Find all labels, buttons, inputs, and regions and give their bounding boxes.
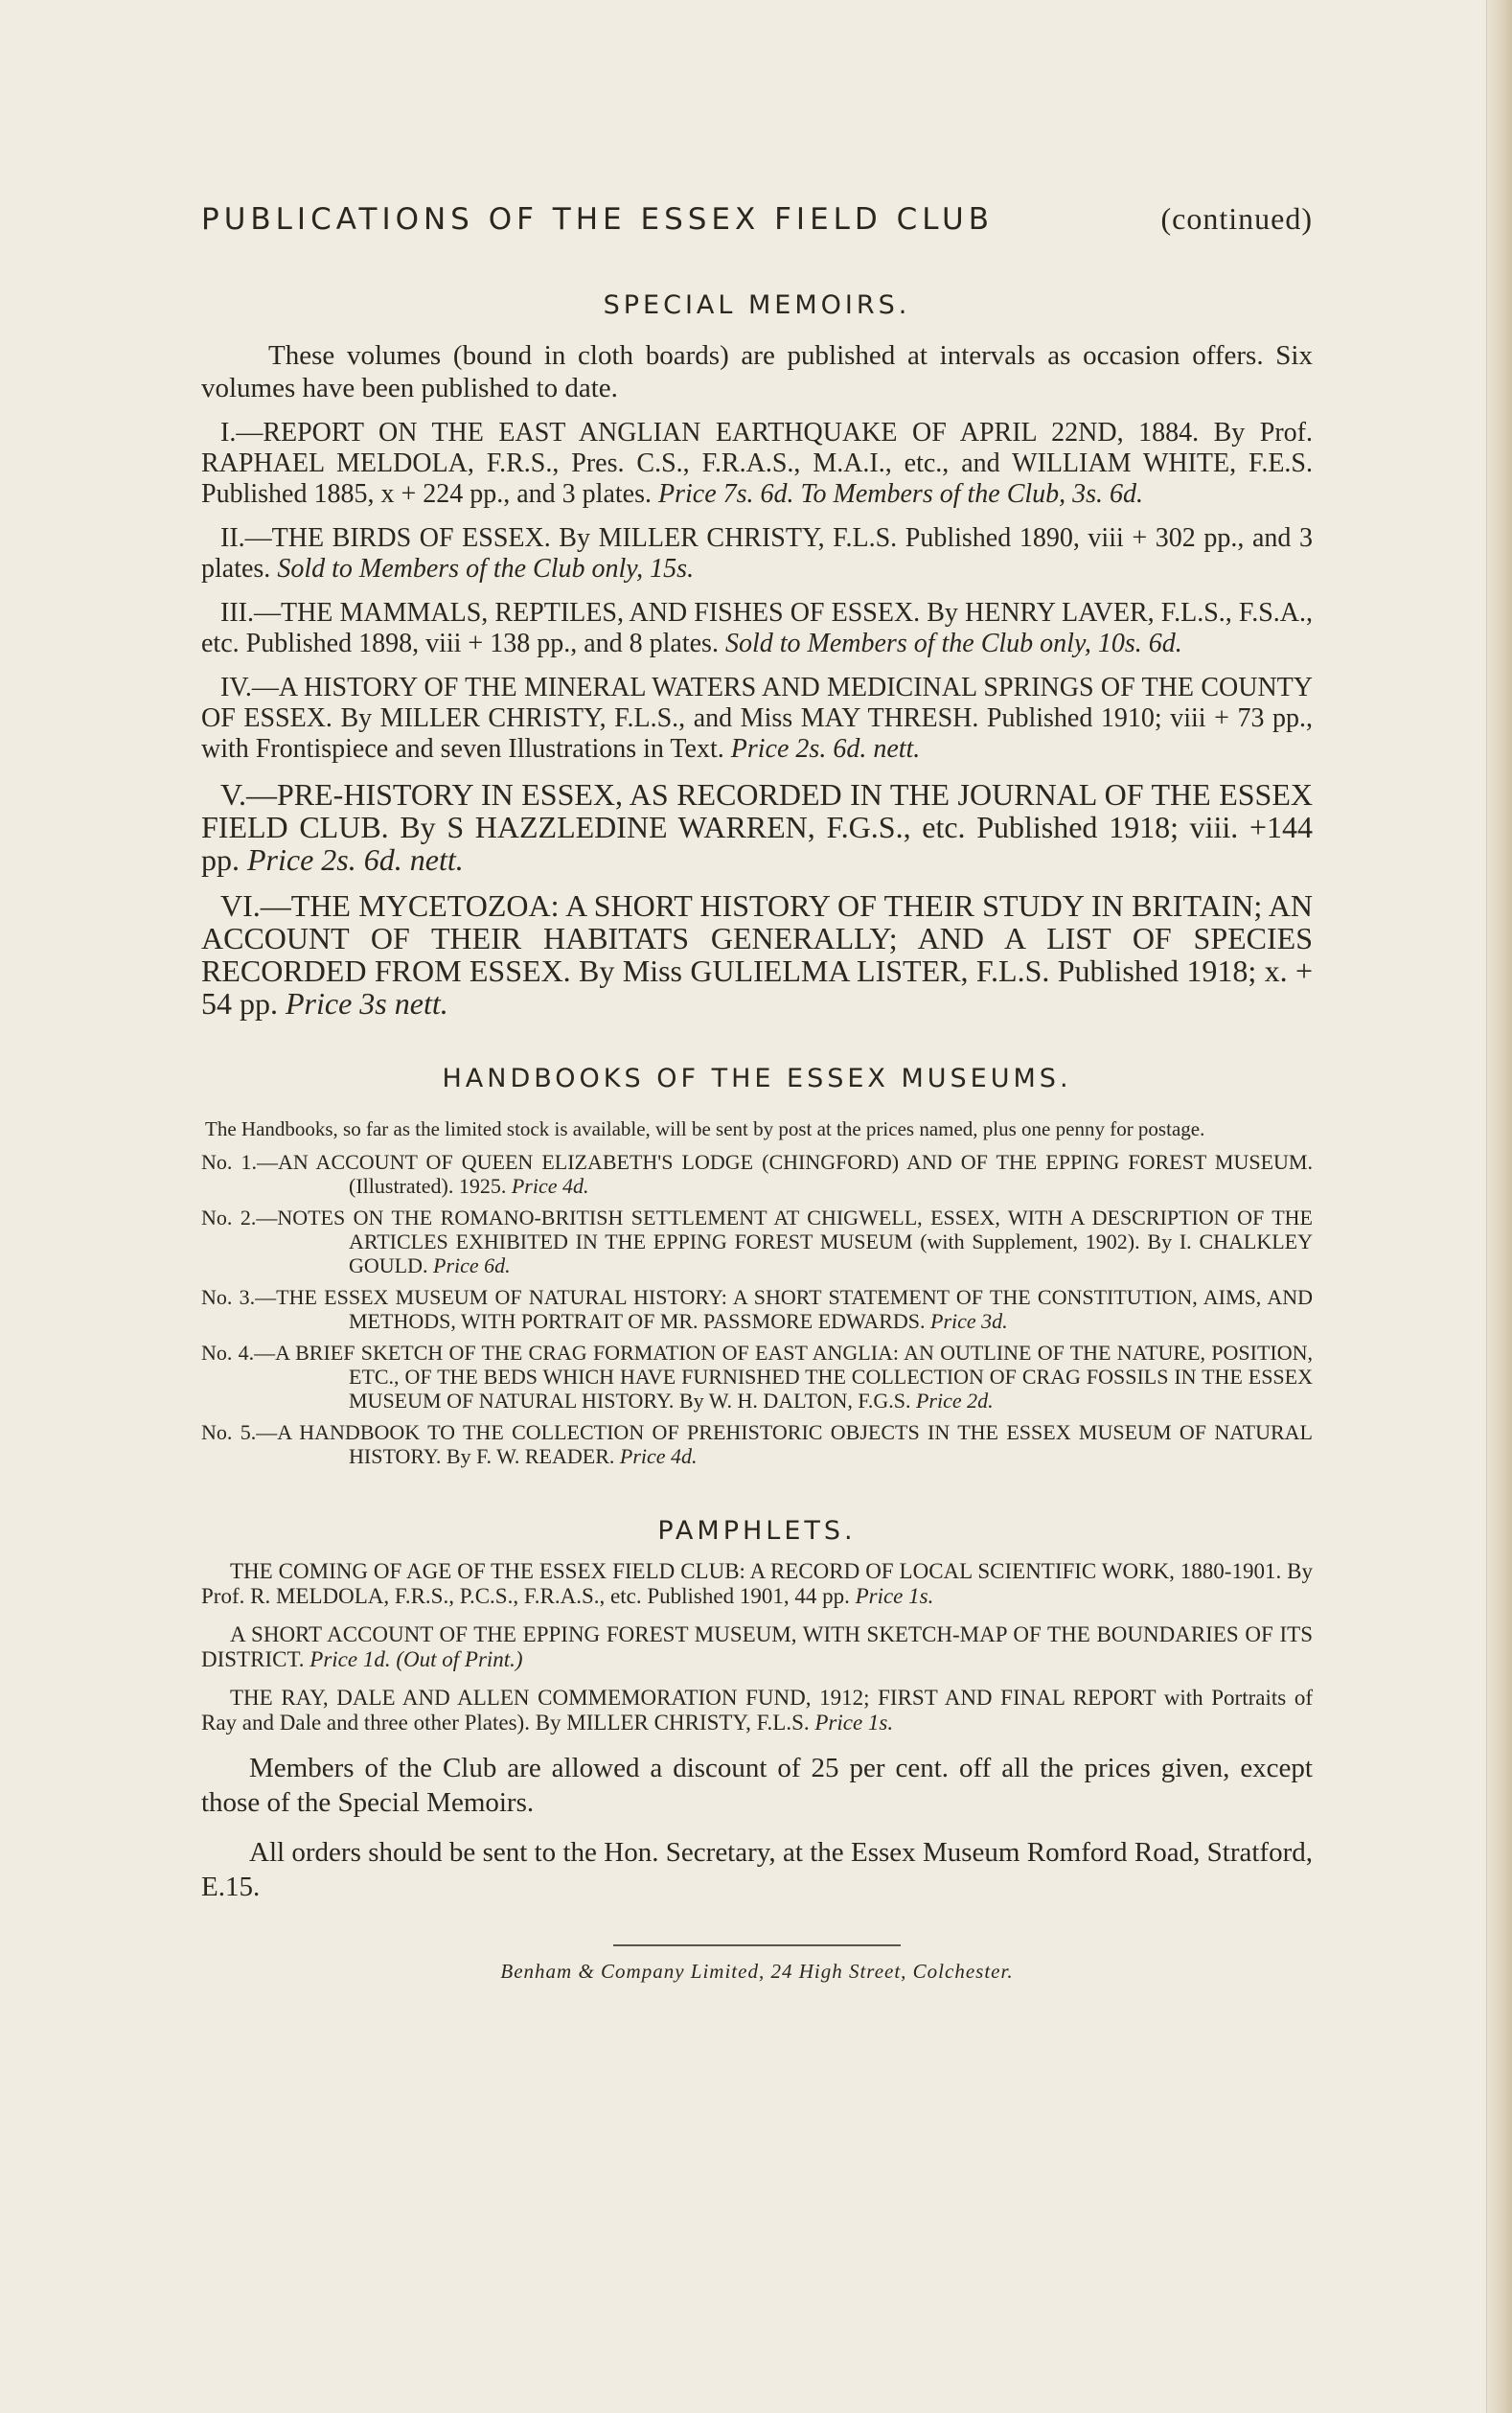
pamphlet-item — [201, 1686, 1313, 1735]
memoir-price: Sold to Members of the Club only, 15s. — [277, 554, 695, 584]
handbook-text: No. 1.—AN ACCOUNT OF QUEEN ELIZABETH'S LODGE (CHINGFORD) AND OF THE EPPING FOREST MUSEUM. (Illustrated). 1925. — [201, 1150, 1313, 1198]
handbook-item — [201, 1206, 1313, 1277]
memoir-price: Price 7s. 6d. To Members of the Club, 3s. 6d. — [657, 479, 1144, 509]
pamphlet-price: Price 1s. — [855, 1584, 934, 1608]
memoir-text: II.—THE BIRDS OF ESSEX. By MILLER CHRISTY, F.L.S. Published 1890, viii + 302 pp., and 3 plates. — [201, 523, 1313, 584]
handbook-item — [201, 1285, 1313, 1333]
memoir-price: Price 2s. 6d. nett. — [247, 842, 464, 877]
memoir-price: Sold to Members of the Club only, 10s. 6d. — [724, 629, 1182, 658]
handbook-text: No. 2.—NOTES ON THE ROMANO-BRITISH SETTLEMENT AT CHIGWELL, ESSEX, WITH A DESCRIPTION OF THE ARTICLES EXHIBITED IN THE EPPING FOREST MUSEUM (with Supplement, 1902). By I. CHALKLEY GOULD. — [201, 1206, 1313, 1277]
memoir-text: III.—THE MAMMALS, REPTILES, AND FISHES OF ESSEX. By HENRY LAVER, F.L.S., F.S.A., etc. Published 1898, viii + 138 pp., and 8 plates. — [201, 598, 1313, 658]
handbook-price: Price 3d. — [930, 1309, 1008, 1333]
memoir-item — [201, 889, 1313, 1020]
handbook-text: No. 5.—A HANDBOOK TO THE COLLECTION OF PREHISTORIC OBJECTS IN THE ESSEX MUSEUM OF NATURAL HISTORY. By F. W. READER. — [201, 1420, 1313, 1468]
memoir-text: V.—PRE-HISTORY IN ESSEX, AS RECORDED IN THE JOURNAL OF THE ESSEX FIELD CLUB. By S HAZZLEDINE WARREN, F.G.S., etc. Published 1918; viii. +144 pp. — [201, 777, 1313, 877]
content — [201, 201, 1313, 1984]
divider — [613, 1944, 901, 1946]
memoir-price: Price 2s. 6d. nett. — [730, 734, 921, 764]
pamphlet-text: THE RAY, DALE AND ALLEN COMMEMORATION FUND, 1912; FIRST AND FINAL REPORT with Portraits of Ray and Dale and three other Plates). By MILLER CHRISTY, F.L.S. — [201, 1686, 1313, 1735]
memoir-price: Price 3s nett. — [286, 986, 448, 1021]
pamphlet-price: Price 1s. — [814, 1711, 894, 1735]
orders-note: All orders should be sent to the Hon. Secretary, at the Essex Museum Romford Road, Stratford, E.15. — [201, 1837, 1313, 1902]
handbook-text: No. 3.—THE ESSEX MUSEUM OF NATURAL HISTORY: A SHORT STATEMENT OF THE CONSTITUTION, AIMS, AND METHODS, WITH PORTRAIT OF MR. PASSMORE EDWARDS. — [201, 1285, 1313, 1333]
handbook-price: Price 6d. — [433, 1253, 511, 1277]
handbook-item — [201, 1341, 1313, 1413]
header-continued: (continued) — [1160, 201, 1313, 236]
memoir-item — [201, 418, 1313, 510]
memoir-text: IV.—A HISTORY OF THE MINERAL WATERS AND MEDICINAL SPRINGS OF THE COUNTY OF ESSEX. By MILLER CHRISTY, F.L.S., and Miss MAY THRESH. Published 1910; viii + 73 pp., with Frontispiece and seven Illustrations in Text. — [201, 673, 1313, 764]
printer-imprint: Benham & Company Limited, 24 High Street, Colchester. — [500, 1960, 1014, 1983]
pamphlet-text: THE COMING OF AGE OF THE ESSEX FIELD CLUB: A RECORD OF LOCAL SCIENTIFIC WORK, 1880-1901. By Prof. R. MELDOLA, F.R.S., P.C.S., F.R.A.S., etc. Published 1901, 44 pp. — [201, 1559, 1313, 1608]
special-memoirs-title: SPECIAL MEMOIRS. — [603, 290, 911, 320]
handbook-text: No. 4.—A BRIEF SKETCH OF THE CRAG FORMATION OF EAST ANGLIA: AN OUTLINE OF THE NATURE, POSITION, ETC., OF THE BEDS WHICH HAVE FURNISHED THE COLLECTION OF CRAG FOSSILS IN THE ESSEX MUSEUM OF NATURAL HISTORY. By W. H. DALTON, F.G.S. — [201, 1341, 1313, 1413]
memoir-item — [201, 778, 1313, 876]
memoir-item — [201, 523, 1313, 585]
handbook-item — [201, 1150, 1313, 1198]
pamphlet-price: Price 1d. (Out of Print.) — [309, 1647, 523, 1671]
handbook-price: Price 4d. — [511, 1174, 589, 1198]
handbook-item — [201, 1420, 1313, 1468]
handbooks-title: HANDBOOKS OF THE ESSEX MUSEUMS. — [442, 1064, 1072, 1093]
discount-note: Members of the Club are allowed a discount of 25 per cent. off all the prices given, except those of the Special Memoirs. — [201, 1753, 1313, 1818]
memoir-item — [201, 673, 1313, 765]
handbook-price: Price 4d. — [619, 1444, 698, 1468]
pamphlet-text: A SHORT ACCOUNT OF THE EPPING FOREST MUSEUM, WITH SKETCH-MAP OF THE BOUNDARIES OF ITS DISTRICT. — [201, 1622, 1313, 1671]
page-edge — [1486, 0, 1512, 2413]
header-title: PUBLICATIONS OF THE ESSEX FIELD CLUB — [201, 202, 994, 237]
special-memoirs-intro: These volumes (bound in cloth boards) are published at intervals as occasion offers. Six volumes have been published to date. — [201, 340, 1313, 403]
memoir-text: VI.—THE MYCETOZOA: A SHORT HISTORY OF THEIR STUDY IN BRITAIN; AN ACCOUNT OF THEIR HABITATS GENERALLY; AND A LIST OF SPECIES RECORDED FROM ESSEX. By Miss GULIELMA LISTER, F.L.S. Published 1918; x. + 54 pp. — [201, 888, 1313, 1021]
pamphlets-title: PAMPHLETS. — [657, 1516, 857, 1546]
handbook-price: Price 2d. — [915, 1389, 994, 1413]
memoir-text: I.—REPORT ON THE EAST ANGLIAN EARTHQUAKE OF APRIL 22ND, 1884. By Prof. RAPHAEL MELDOLA, F.R.S., Pres. C.S., F.R.A.S., M.A.I., etc., and WILLIAM WHITE, F.E.S. Published 1885, x + 224 pp., and 3 plates. — [201, 418, 1313, 509]
memoir-item — [201, 598, 1313, 659]
pamphlet-item — [201, 1559, 1313, 1609]
handbooks-intro: The Handbooks, so far as the limited stock is available, will be sent by post at the prices named, plus one penny for postage. — [205, 1117, 1205, 1140]
pamphlet-item — [201, 1622, 1313, 1672]
page-header — [201, 201, 1313, 237]
